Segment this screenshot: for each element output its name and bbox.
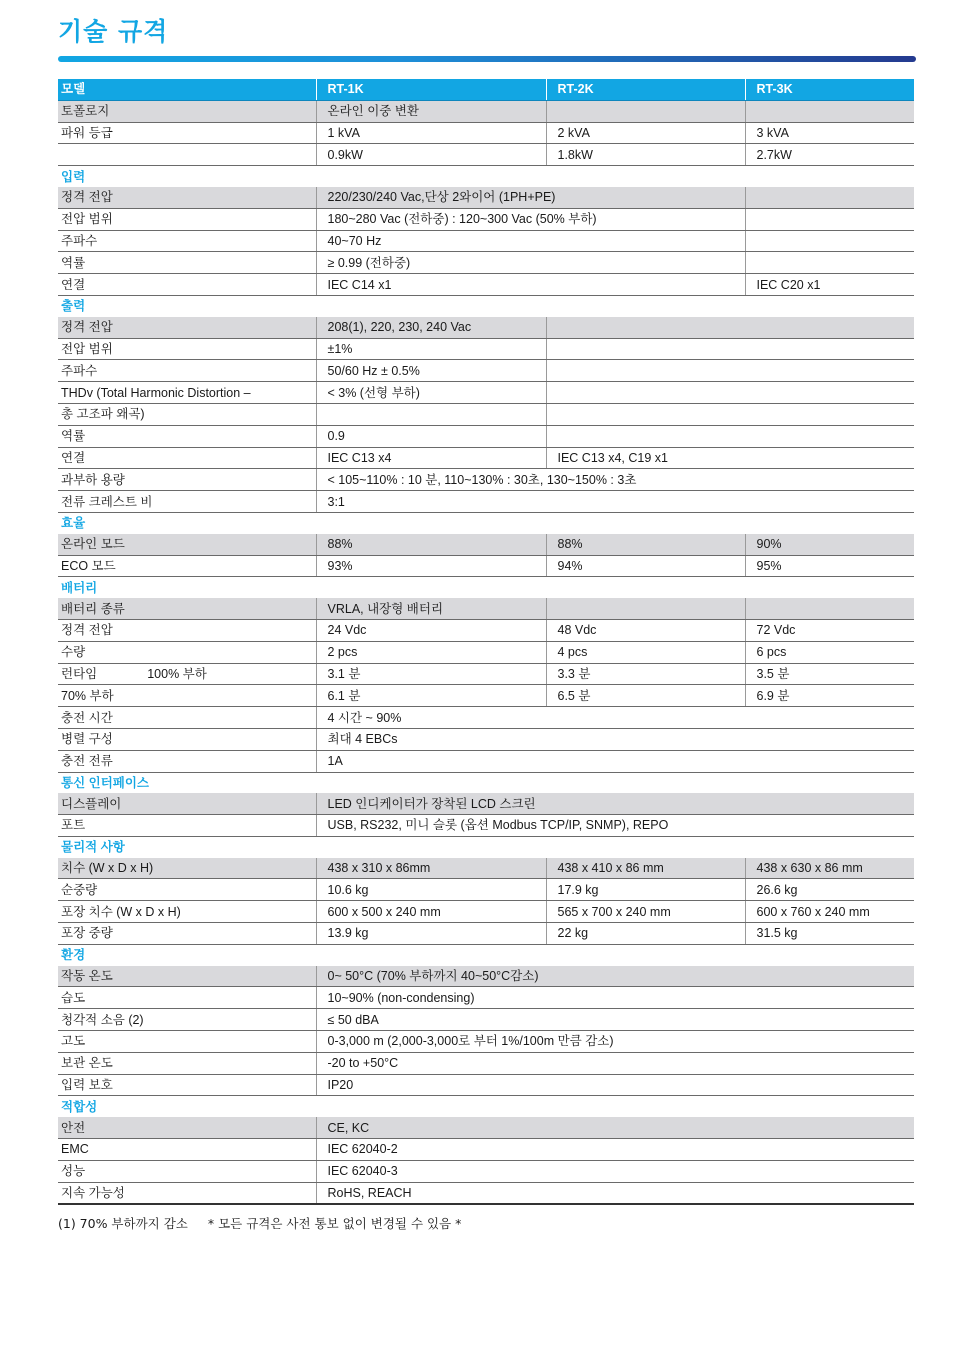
table-row [58, 360, 914, 382]
section-row [58, 836, 914, 857]
runtime-100-label: 100% 부하 [147, 666, 207, 681]
table-row [58, 793, 914, 814]
row-value: 220/230/240 Vac,단상 2와이어 (1PH+PE) [316, 187, 745, 208]
row-value: 최대 4 EBCs [316, 728, 914, 750]
table-row [58, 187, 914, 208]
row-value: 13.9 kg [316, 923, 546, 945]
empty-cell [546, 100, 745, 122]
row-value: 2 pcs [316, 641, 546, 663]
row-value: LED 인디케이터가 장착된 LCD 스크린 [316, 793, 914, 814]
empty-cell [546, 598, 745, 619]
row-label: 배터리 종류 [58, 598, 316, 619]
row-label: 연결 [58, 274, 316, 296]
empty-cell [546, 338, 914, 360]
section-row [58, 512, 914, 533]
empty-cell [546, 382, 914, 404]
table-row [58, 815, 914, 837]
row-label: 70% 부하 [58, 685, 316, 707]
row-value: 31.5 kg [745, 923, 914, 945]
table-row [58, 858, 914, 879]
row-label: 치수 (W x D x H) [58, 858, 316, 879]
row-value: IEC 62040-3 [316, 1160, 914, 1182]
table-row [58, 425, 914, 447]
empty-cell [316, 403, 546, 425]
table-row [58, 491, 914, 513]
table-row [58, 382, 914, 404]
row-value: 2.7kW [745, 144, 914, 166]
empty-cell [546, 360, 914, 382]
row-label: 고도 [58, 1031, 316, 1053]
row-label: 포장 치수 (W x D x H) [58, 901, 316, 923]
section-row [58, 1096, 914, 1117]
row-value: ≥ 0.99 (전하중) [316, 252, 745, 274]
row-value: 208(1), 220, 230, 240 Vac [316, 317, 546, 338]
empty-cell [745, 230, 914, 252]
empty-cell [58, 144, 316, 166]
footnote-disclaimer: * 모든 규격은 사전 통보 없이 변경될 수 있음 * [207, 1216, 462, 1231]
runtime-label: 런타임 [61, 666, 98, 681]
row-label [58, 663, 316, 685]
table-row [58, 707, 914, 729]
row-label: 정격 전압 [58, 317, 316, 338]
row-value: IEC C14 x1 [316, 274, 745, 296]
row-label: 포트 [58, 815, 316, 837]
row-value: 438 x 310 x 86mm [316, 858, 546, 879]
row-label: 지속 가능성 [58, 1182, 316, 1204]
row-value: 3 kVA [745, 122, 914, 144]
section-title-compliance: 적합성 [61, 1099, 98, 1114]
table-row [58, 728, 914, 750]
row-value: IP20 [316, 1074, 914, 1096]
section-title-input: 입력 [61, 169, 86, 184]
row-value: < 3% (선형 부하) [316, 382, 546, 404]
row-label: 디스플레이 [58, 793, 316, 814]
table-row [58, 685, 914, 707]
row-label: 정격 전압 [58, 619, 316, 641]
table-row [58, 750, 914, 772]
table-row [58, 1074, 914, 1096]
row-value: 4 시간 ~ 90% [316, 707, 914, 729]
row-value: IEC 62040-2 [316, 1139, 914, 1161]
table-row [58, 987, 914, 1009]
section-row [58, 772, 914, 793]
row-label: ECO 모드 [58, 555, 316, 577]
row-label: 온라인 모드 [58, 534, 316, 555]
row-label: 역률 [58, 252, 316, 274]
table-row [58, 1182, 914, 1204]
row-value: 10~90% (non-condensing) [316, 987, 914, 1009]
row-value: 600 x 500 x 240 mm [316, 901, 546, 923]
row-value: 2 kVA [546, 122, 745, 144]
row-value: 600 x 760 x 240 mm [745, 901, 914, 923]
table-header-row [58, 79, 914, 100]
empty-cell [546, 425, 914, 447]
table-row [58, 598, 914, 619]
section-title-efficiency: 효율 [61, 516, 86, 531]
row-value: CE, KC [316, 1117, 914, 1138]
table-row [58, 122, 914, 144]
row-value: 3:1 [316, 491, 914, 513]
header-rt-1k: RT-1K [316, 79, 546, 100]
empty-cell [546, 403, 914, 425]
table-row [58, 1117, 914, 1138]
row-value: 4 pcs [546, 641, 745, 663]
row-value: 1A [316, 750, 914, 772]
row-value: 6.1 분 [316, 685, 546, 707]
row-label: 연결 [58, 447, 316, 469]
row-value: 180~280 Vac (전하중) : 120~300 Vac (50% 부하) [316, 208, 745, 230]
table-row [58, 338, 914, 360]
row-value: RoHS, REACH [316, 1182, 914, 1204]
table-row [58, 1052, 914, 1074]
empty-cell [745, 252, 914, 274]
section-title-environment: 환경 [61, 948, 86, 963]
table-row [58, 144, 914, 166]
row-value: 26.6 kg [745, 879, 914, 901]
row-value: 72 Vdc [745, 619, 914, 641]
table-row [58, 879, 914, 901]
row-label: EMC [58, 1139, 316, 1161]
row-label: 과부하 용량 [58, 469, 316, 491]
table-row [58, 555, 914, 577]
table-row [58, 403, 914, 425]
table-row [58, 619, 914, 641]
row-label: 수량 [58, 641, 316, 663]
row-label: 작동 온도 [58, 966, 316, 987]
row-label: 순중량 [58, 879, 316, 901]
row-label: 습도 [58, 987, 316, 1009]
row-value: 93% [316, 555, 546, 577]
row-value: 3.5 분 [745, 663, 914, 685]
row-value: 24 Vdc [316, 619, 546, 641]
row-label: 안전 [58, 1117, 316, 1138]
empty-cell [745, 208, 914, 230]
table-row [58, 534, 914, 555]
table-row [58, 230, 914, 252]
empty-cell [745, 598, 914, 619]
page-title: 기술 규격 [58, 17, 169, 46]
row-label: THDv (Total Harmonic Distortion – [58, 382, 316, 404]
table-row [58, 1031, 914, 1053]
row-value: 88% [546, 534, 745, 555]
row-value: 10.6 kg [316, 879, 546, 901]
row-value: IEC C20 x1 [745, 274, 914, 296]
table-row [58, 966, 914, 987]
empty-cell [546, 317, 914, 338]
header-rt-3k: RT-3K [745, 79, 914, 100]
row-value: IEC C13 x4, C19 x1 [546, 447, 914, 469]
section-row [58, 295, 914, 316]
row-value: 3.3 분 [546, 663, 745, 685]
row-value: ±1% [316, 338, 546, 360]
row-value: 1 kVA [316, 122, 546, 144]
row-label: 청각적 소음 (2) [58, 1009, 316, 1031]
row-label: 총 고조파 왜곡) [58, 403, 316, 425]
section-row [58, 577, 914, 598]
empty-cell [745, 187, 914, 208]
row-value: 40~70 Hz [316, 230, 745, 252]
section-title-comm: 통신 인터페이스 [61, 775, 149, 790]
table-row [58, 1139, 914, 1161]
row-value: 565 x 700 x 240 mm [546, 901, 745, 923]
row-label: 성능 [58, 1160, 316, 1182]
row-label: 포장 중량 [58, 923, 316, 945]
row-label: 전류 크레스트 비 [58, 491, 316, 513]
footnote [58, 1214, 461, 1232]
row-value: 88% [316, 534, 546, 555]
row-label: 주파수 [58, 230, 316, 252]
row-value: 6.5 분 [546, 685, 745, 707]
header-model: 모델 [58, 79, 316, 100]
table-row [58, 208, 914, 230]
row-label: 병렬 구성 [58, 728, 316, 750]
row-value: 0.9 [316, 425, 546, 447]
row-label: 입력 보호 [58, 1074, 316, 1096]
row-value: 1.8kW [546, 144, 745, 166]
row-label: 주파수 [58, 360, 316, 382]
row-value: 6.9 분 [745, 685, 914, 707]
header-rt-2k: RT-2K [546, 79, 745, 100]
row-value: -20 to +50°C [316, 1052, 914, 1074]
row-label: 충전 전류 [58, 750, 316, 772]
table-row [58, 1009, 914, 1031]
table-row [58, 317, 914, 338]
spec-table [58, 79, 914, 1205]
section-title-output: 출력 [61, 299, 86, 314]
row-value: 0~ 50°C (70% 부하까지 40~50°C감소) [316, 966, 914, 987]
table-row [58, 923, 914, 945]
row-value: 90% [745, 534, 914, 555]
row-value: IEC C13 x4 [316, 447, 546, 469]
section-title-battery: 배터리 [61, 580, 98, 595]
row-value: USB, RS232, 미니 슬롯 (옵션 Modbus TCP/IP, SNMP), REPO [316, 815, 914, 837]
empty-cell [745, 100, 914, 122]
table-row [58, 100, 914, 122]
row-value: 0-3,000 m (2,000-3,000로 부터 1%/100m 만큼 감소) [316, 1031, 914, 1053]
footnote-derating: (1) 70% 부하까지 감소 [58, 1216, 188, 1231]
row-value: 48 Vdc [546, 619, 745, 641]
row-value: VRLA, 내장형 배터리 [316, 598, 546, 619]
row-label: 역률 [58, 425, 316, 447]
row-value: 17.9 kg [546, 879, 745, 901]
row-label: 파워 등급 [58, 122, 316, 144]
table-row [58, 252, 914, 274]
row-value: 95% [745, 555, 914, 577]
row-value: 3.1 분 [316, 663, 546, 685]
row-label: 정격 전압 [58, 187, 316, 208]
section-title-physical: 물리적 사항 [61, 840, 125, 855]
row-value: 0.9kW [316, 144, 546, 166]
row-label: 토폴로지 [58, 100, 316, 122]
row-value: 438 x 630 x 86 mm [745, 858, 914, 879]
row-value: < 105~110% : 10 분, 110~130% : 30초, 130~150% : 3초 [316, 469, 914, 491]
table-row [58, 901, 914, 923]
row-label: 보관 온도 [58, 1052, 316, 1074]
table-row [58, 663, 914, 685]
table-row [58, 447, 914, 469]
row-label: 전압 범위 [58, 338, 316, 360]
table-row [58, 274, 914, 296]
section-row [58, 944, 914, 965]
table-row [58, 1160, 914, 1182]
row-value: 22 kg [546, 923, 745, 945]
table-row [58, 641, 914, 663]
row-value: 온라인 이중 변환 [316, 100, 546, 122]
title-underline [58, 56, 916, 62]
row-value: 94% [546, 555, 745, 577]
row-value: 6 pcs [745, 641, 914, 663]
table-row [58, 469, 914, 491]
row-value: 50/60 Hz ± 0.5% [316, 360, 546, 382]
row-value: ≤ 50 dBA [316, 1009, 914, 1031]
row-value: 438 x 410 x 86 mm [546, 858, 745, 879]
section-row [58, 166, 914, 187]
row-label: 전압 범위 [58, 208, 316, 230]
row-label: 충전 시간 [58, 707, 316, 729]
